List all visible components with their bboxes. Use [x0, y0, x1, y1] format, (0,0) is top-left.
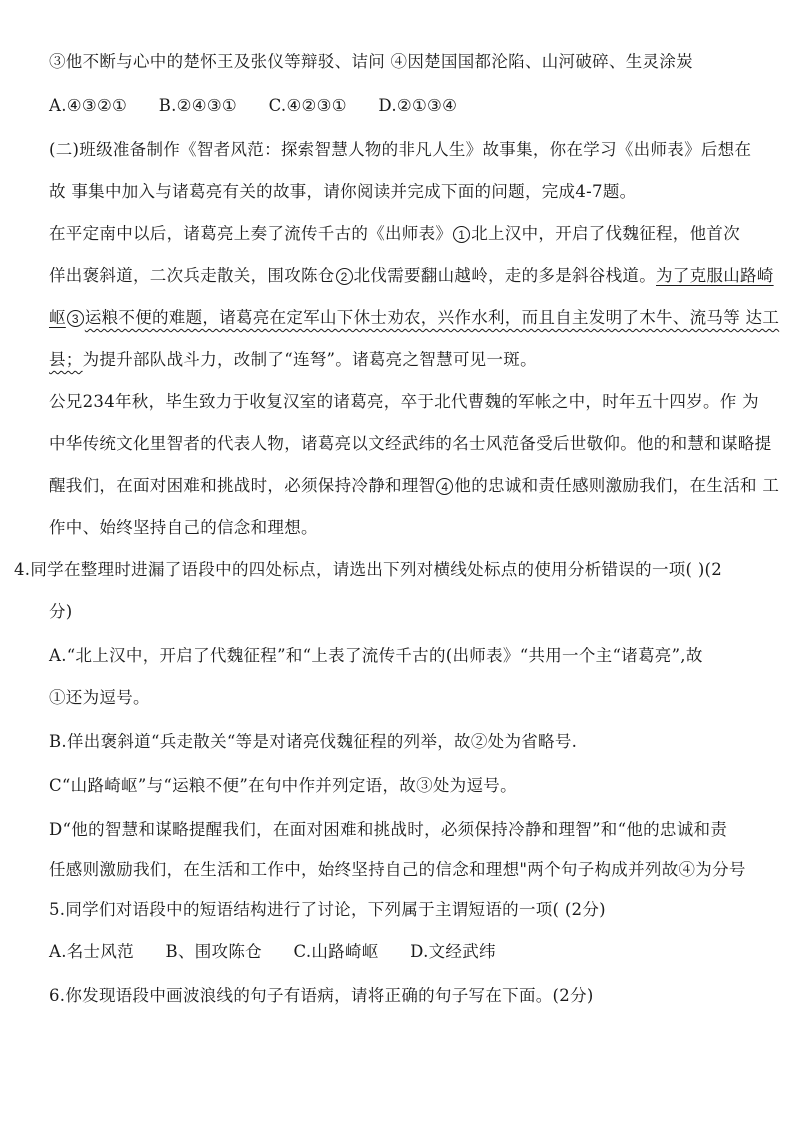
- blank-marker-3: 3: [67, 310, 84, 327]
- passage-p2-line1: 公兄234年秋，毕生致力于收复汉室的诸葛亮，卒于北代曹魏的军帐之中，时年五十四岁。作 为: [49, 392, 759, 411]
- q5-options: [49, 941, 496, 963]
- underlined-phrase: 为了克服山路崎: [656, 266, 774, 285]
- q5-option-d: D.文经武纬: [410, 942, 496, 961]
- q4-stem-line2: 分): [49, 602, 73, 621]
- q6-stem: 6.你发现语段中画波浪线的句子有语病，请将正确的句子写在下面。(2分): [49, 986, 594, 1005]
- q4-option-b: B.佯出褒斜道“兵走散关“等是对诸亮伐魏征程的列举，故②处为省略号.: [49, 732, 578, 751]
- section2-intro-line2: 故 事集中加入与诸葛亮有关的故事，请你阅读并完成下面的问题，完成4-7题。: [49, 182, 637, 201]
- blank-marker-2: 2: [336, 268, 353, 285]
- passage-p1-line4: 县；为提升部队战斗力，改制了“连弩”。诸葛亮之智慧可见一斑。: [49, 350, 537, 369]
- passage-p1-line2: 佯出褒斜道，二次兵走散关，围攻陈仓 2 北伐需要翻山越岭，走的多是斜谷栈道。为了克服山路崎: [49, 266, 774, 285]
- q3-option-d: D.②①③④: [378, 96, 458, 115]
- q5-option-c: C.山路崎岖: [293, 942, 379, 961]
- q3-options: [49, 95, 457, 117]
- passage-p2-line2: 中华传统文化里智者的代表人物，诸葛亮以文经武纬的名士风范备受后世敬仰。他的和慧和谋略提: [49, 434, 772, 453]
- q4-option-a-line1: A.“北上汉中，开启了代魏征程”和“上表了流传千古的(出师表》“共用一个主“诸葛亮”,故: [49, 646, 703, 665]
- q4-stem-line1: 4.同学在整理时进漏了语段中的四处标点，请选出下列对横线处标点的使用分析错误的一项( )(2: [14, 560, 723, 579]
- q3-option-a: A.④③②①: [49, 96, 128, 115]
- passage-p2-line3: 醒我们，在面对困难和挑战时，必须保持冷静和理智 4 他的忠诚和责任感则激励我们，在生活和 工: [49, 476, 780, 495]
- section2-intro-line1: (二)班级准备制作《智者风范：探索智慧人物的非凡人生》故事集，你在学习《出师表》后想在: [49, 140, 752, 159]
- blank-marker-4: 4: [436, 478, 453, 495]
- wavy-underlined-sentence: 运粮不便的难题，诸葛亮在定军山下休士劝农，兴作水利，而且自主发明了木牛、流马等 达工: [84, 308, 780, 327]
- passage-p2-line4: 作中、始终坚持自己的信念和理想。: [49, 518, 318, 537]
- blank-marker-1: 1: [453, 226, 470, 243]
- q5-stem: 5.同学们对语段中的短语结构进行了讨论，下列属于主谓短语的一项( (2分): [49, 900, 606, 919]
- q3-option-b: B.②④③①: [158, 96, 238, 115]
- q4-option-c: C“山路崎岖”与“运粮不便”在句中作并列定语，故③处为逗号。: [49, 776, 517, 795]
- q3-statement-line: ③他不断与心中的楚怀王及张仪等辩驳、诘问 ④因楚国国都沦陷、山河破碎、生灵涂炭: [49, 52, 693, 71]
- q5-option-b: B、围攻陈仓: [165, 942, 262, 961]
- passage-p1-line1: 在平定南中以后，诸葛亮上奏了流传千古的《出师表》 1 北上汉中，开启了伐魏征程，他首次: [49, 224, 741, 243]
- q5-option-a: A.名士风范: [49, 942, 134, 961]
- q4-option-d-line2: 任感则激励我们，在生活和工作中，始终坚持自己的信念和理想"两个句子构成并列故④为分号: [49, 860, 746, 879]
- q3-option-c: C.④②③①: [268, 96, 347, 115]
- q4-option-d-line1: D“他的智慧和谋略提醒我们，在面对困难和挑战时，必须保持冷静和理智”和“他的忠诚和责: [49, 820, 728, 839]
- passage-p1-line3: 岖 3 运粮不便的难题，诸葛亮在定军山下休士劝农，兴作水利，而且自主发明了木牛、流马等 达工: [49, 308, 780, 327]
- q4-option-a-line2: ①还为逗号。: [49, 688, 150, 707]
